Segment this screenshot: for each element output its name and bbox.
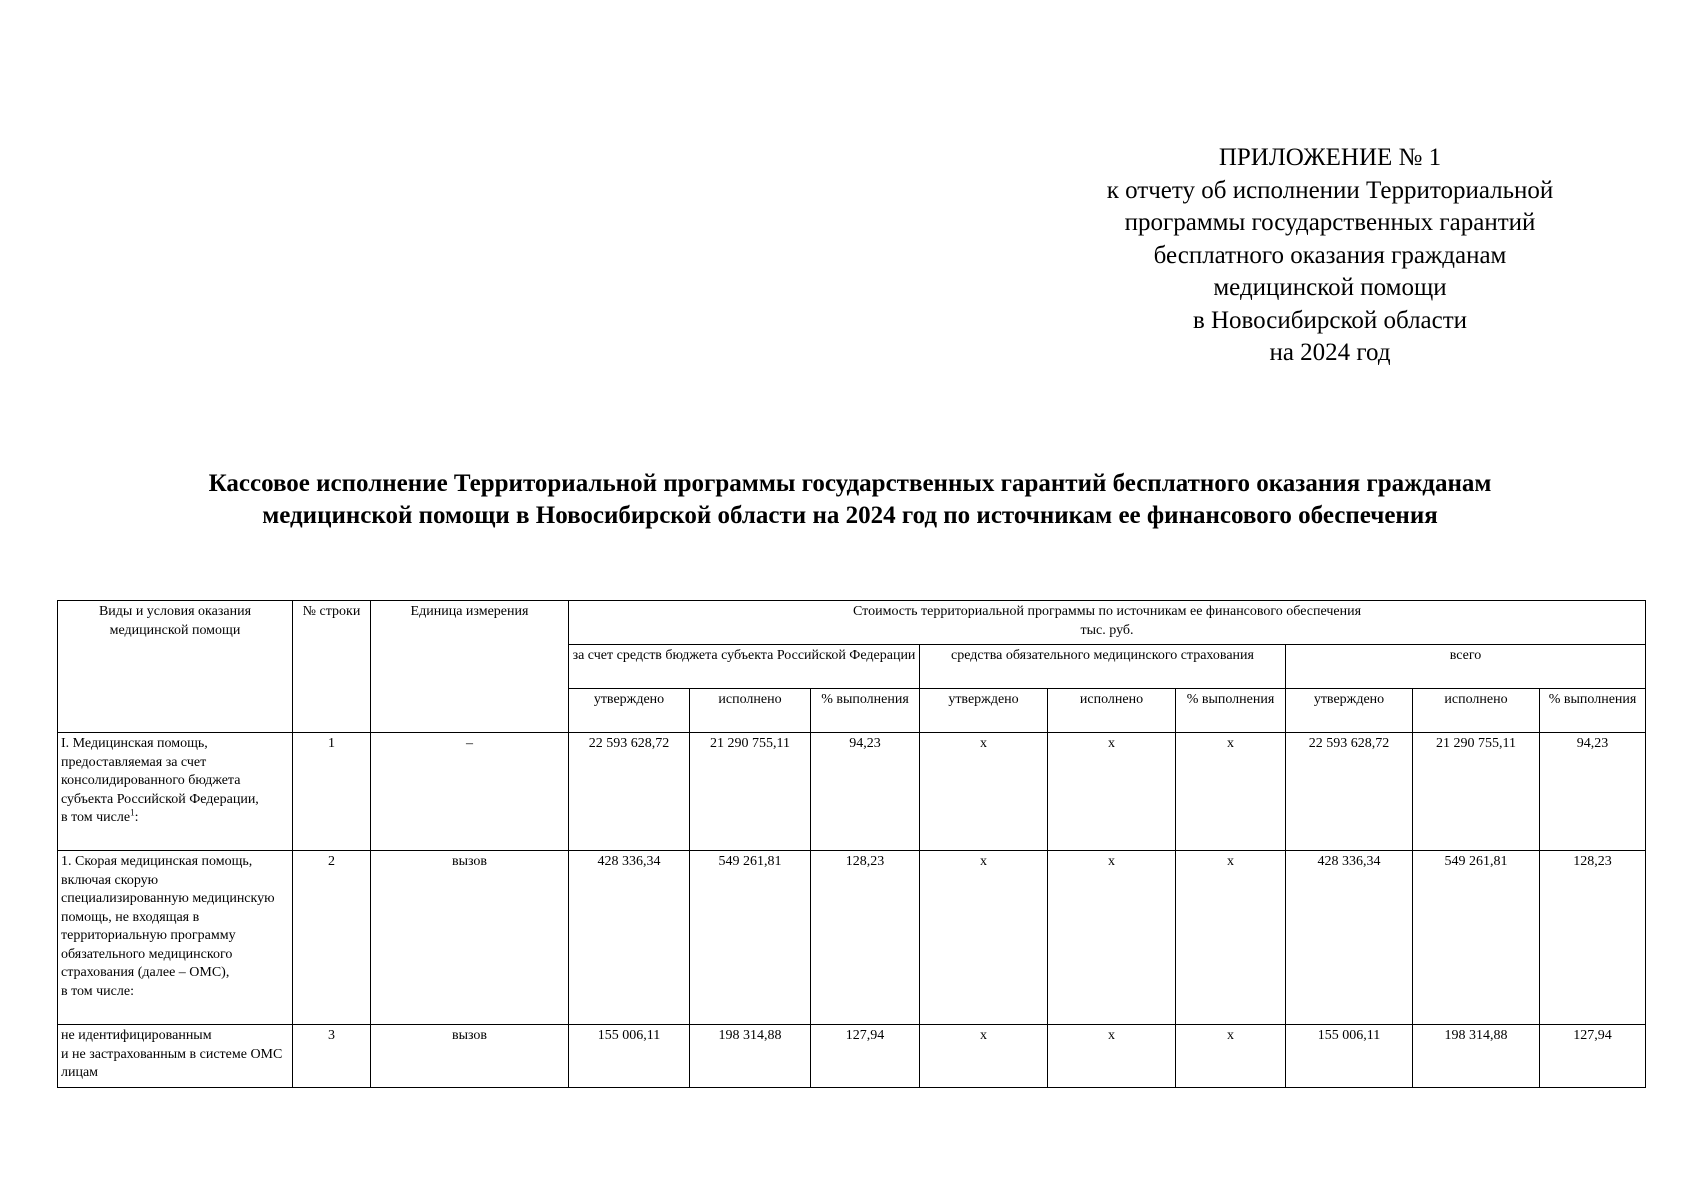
appendix-line: бесплатного оказания гражданам (1153, 241, 1507, 269)
appendix-line: к отчету об исполнении Территориальной (1106, 176, 1554, 204)
header-cost-units: тыс. руб. (1080, 622, 1134, 638)
cell-total-executed: 549 261,81 (1413, 851, 1540, 1025)
appendix-line: на 2024 год (1269, 339, 1391, 366)
cell-total-percent: 127,94 (1540, 1025, 1646, 1088)
cell-budget-approved: 155 006,11 (569, 1025, 690, 1088)
row-number: 3 (293, 1025, 371, 1088)
header-total-approved: утверждено (1286, 689, 1413, 733)
table-row (58, 1025, 1646, 1088)
header-budget-percent: % выполнения (811, 689, 920, 733)
row-name (58, 851, 293, 1025)
cell-oms-executed: х (1048, 733, 1176, 851)
header-budget-executed: исполнено (690, 689, 811, 733)
appendix-number: ПРИЛОЖЕНИЕ № 1 (1218, 144, 1442, 171)
row-number: 1 (293, 733, 371, 851)
cell-total-approved: 428 336,34 (1286, 851, 1413, 1025)
header-cost (569, 601, 1646, 645)
header-row-number: № строки (293, 601, 371, 733)
cell-total-executed: 198 314,88 (1413, 1025, 1540, 1088)
cell-oms-executed: х (1048, 1025, 1176, 1088)
cell-budget-approved: 22 593 628,72 (569, 733, 690, 851)
row-unit: вызов (371, 1025, 569, 1088)
cell-total-executed: 21 290 755,11 (1413, 733, 1540, 851)
header-group-oms: средства обязательного медицинского страхования (920, 645, 1286, 689)
header-group-total: всего (1286, 645, 1646, 689)
header-oms-executed: исполнено (1048, 689, 1176, 733)
row-name-tail: в том числе: (61, 983, 134, 999)
row-unit: вызов (371, 851, 569, 1025)
row-name-tail: в том числе (61, 810, 131, 825)
cell-oms-percent: х (1176, 733, 1286, 851)
cell-oms-executed: х (1048, 851, 1176, 1025)
row-name-text: не идентифицированным (61, 1028, 212, 1043)
appendix-line: медицинской помощи (1213, 274, 1447, 301)
cell-budget-executed: 549 261,81 (690, 851, 811, 1025)
cell-total-approved: 22 593 628,72 (1286, 733, 1413, 851)
table-row (58, 733, 1646, 851)
row-number: 2 (293, 851, 371, 1025)
cell-budget-approved: 428 336,34 (569, 851, 690, 1025)
header-group-budget: за счет средств бюджета субъекта Российской Федерации (569, 645, 920, 689)
header-cost-title: Стоимость территориальной программы по источникам ее финансового обеспечения (853, 604, 1362, 619)
appendix-block (1040, 142, 1620, 370)
cell-budget-percent: 94,23 (811, 733, 920, 851)
appendix-line: в Новосибирской области (1192, 306, 1468, 334)
document-title (60, 468, 1640, 532)
cell-total-approved: 155 006,11 (1286, 1025, 1413, 1088)
table-row (58, 851, 1646, 1025)
row-name-tail: и не застрахованным в системе ОМС лицам (61, 1046, 283, 1080)
cell-oms-approved: х (920, 733, 1048, 851)
row-name (58, 733, 293, 851)
header-types: Виды и условия оказания медицинской помощи (58, 601, 293, 733)
cell-oms-percent: х (1176, 851, 1286, 1025)
cell-oms-approved: х (920, 1025, 1048, 1088)
row-name-text: I. Медицинская помощь, предоставляемая за счет консолидированного бюджета субъекта Российской Федерации, (61, 736, 259, 807)
header-total-percent: % выполнения (1540, 689, 1646, 733)
header-total-executed: исполнено (1413, 689, 1540, 733)
cell-total-percent: 94,23 (1540, 733, 1646, 851)
cell-oms-percent: х (1176, 1025, 1286, 1088)
header-row-1 (58, 601, 1646, 645)
row-unit: – (371, 733, 569, 851)
cell-total-percent: 128,23 (1540, 851, 1646, 1025)
header-unit: Единица измерения (371, 601, 569, 733)
row-name (58, 1025, 293, 1088)
header-budget-approved: утверждено (569, 689, 690, 733)
header-oms-approved: утверждено (920, 689, 1048, 733)
document-title-line-1: Кассовое исполнение Территориальной программы государственных гарантий бесплатного оказания гражданам (208, 470, 1492, 497)
cell-budget-executed: 198 314,88 (690, 1025, 811, 1088)
cell-budget-percent: 128,23 (811, 851, 920, 1025)
footnote-marker: 1 (130, 807, 135, 818)
cell-budget-percent: 127,94 (811, 1025, 920, 1088)
row-name-text: 1. Скорая медицинская помощь, включая скорую специализированную медицинскую помощь, не входящая в территориальную программу обязательного медицинского страхования (далее – ОМС), (61, 854, 275, 980)
cell-oms-approved: х (920, 851, 1048, 1025)
execution-table (57, 600, 1646, 1088)
appendix-line: программы государственных гарантий (1124, 209, 1536, 236)
document-title-line-2: медицинской помощи в Новосибирской области на 2024 год по источникам ее финансового обеспечения (262, 502, 1438, 529)
row-name-end: : (134, 810, 139, 825)
header-oms-percent: % выполнения (1176, 689, 1286, 733)
cell-budget-executed: 21 290 755,11 (690, 733, 811, 851)
